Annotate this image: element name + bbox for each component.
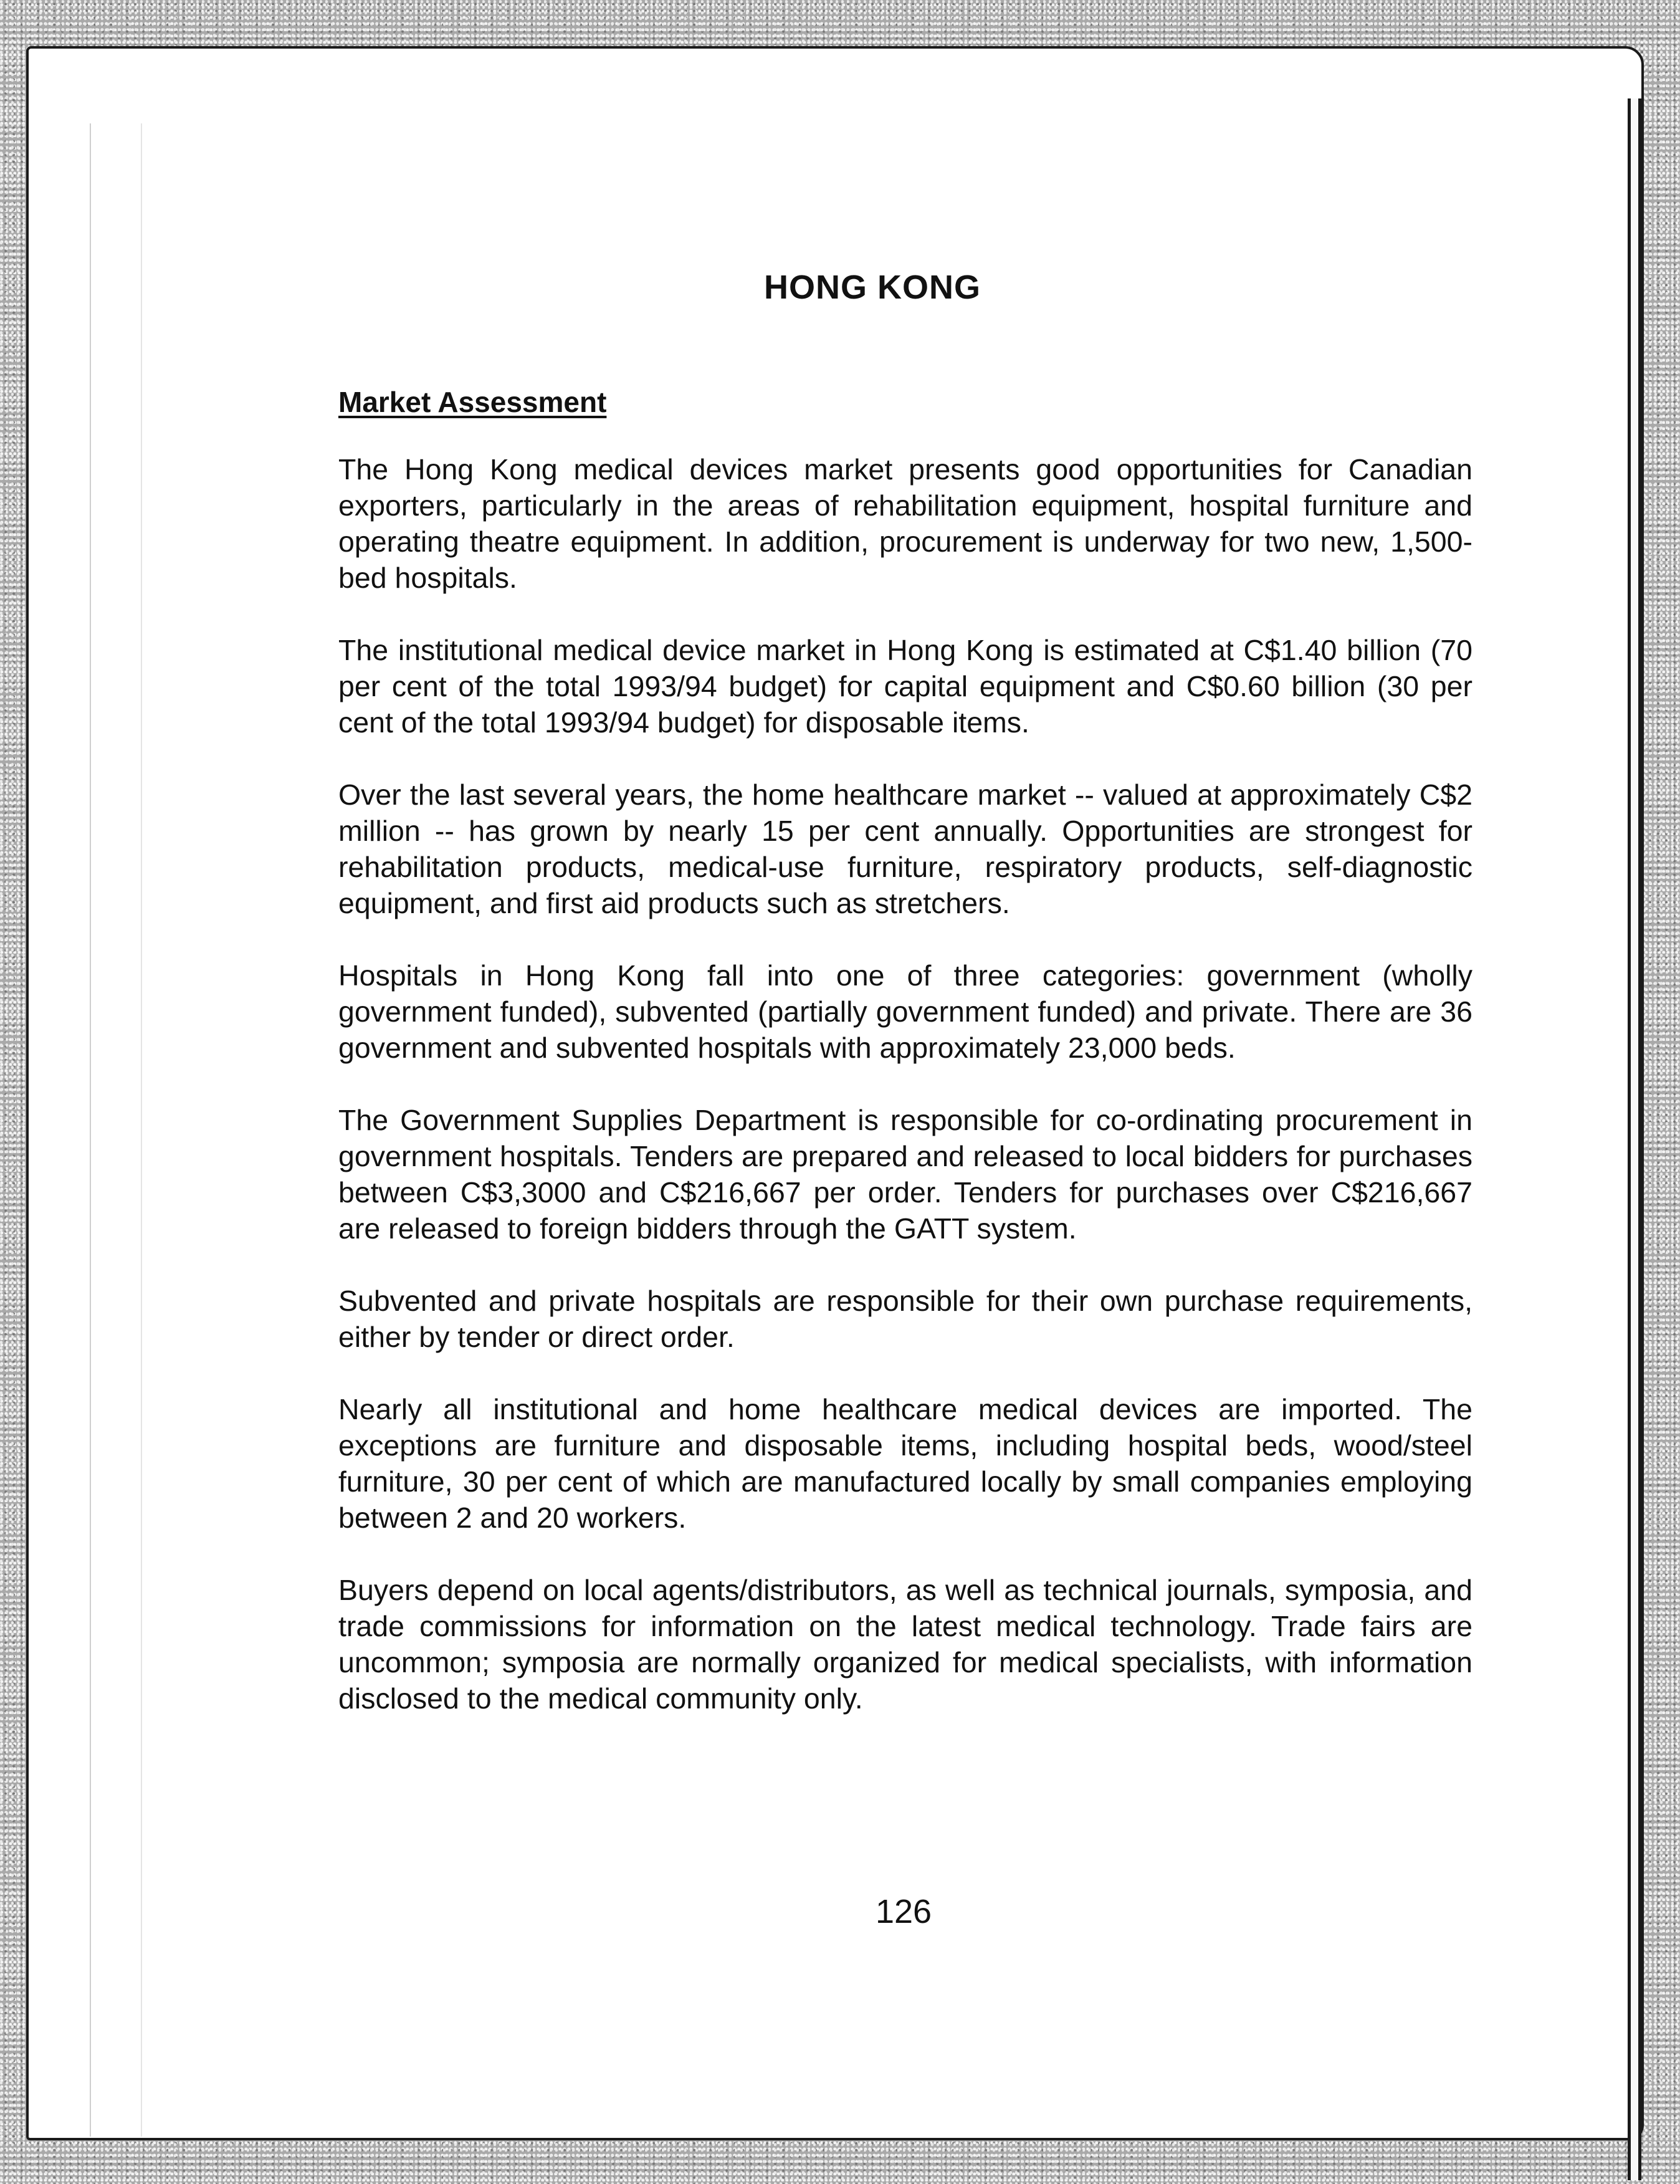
paragraph: Buyers depend on local agents/distributors, as well as technical journals, symposia, and trade commissions for information on the latest medical technology. Trade fairs are uncommon; symposia are normally organized for medical specialists, with information disclosed to the medical community only. (338, 1574, 1472, 1715)
paragraph: The Government Supplies Department is responsible for co-ordinating procurement in government hospitals. Tenders are prepared and released to local bidders for purchases between C$3,3000 and C$216,667 per order. Tenders for purchases over C$216,667 are released to foreign bidders through the GATT system. (338, 1104, 1472, 1245)
paragraph: The Hong Kong medical devices market presents good opportunities for Canadian exporters, particularly in the areas of rehabilitation equipment, hospital furniture and operating theatre equipment. In addition, procurement is underway for two new, 1,500-bed hospitals. (338, 453, 1472, 594)
body-text (338, 451, 1472, 1753)
paragraph: Subvented and private hospitals are responsible for their own purchase requirements, either by tender or direct order. (338, 1285, 1472, 1353)
binding-edge (90, 123, 142, 2137)
page-title: HONG KONG (763, 269, 981, 306)
paragraph: Over the last several years, the home healthcare market -- valued at approximately C$2 million -- has grown by nearly 15 per cent annually. Opportunities are strongest for rehabilitation products, medical-use furniture, respiratory products, self-diagnostic equipment, and first aid products such as stretchers. (338, 778, 1472, 919)
section-heading: Market Assessment (338, 386, 607, 418)
page-number: 126 (875, 1893, 932, 1930)
paragraph: Nearly all institutional and home healthcare medical devices are imported. The exceptions are furniture and disposable items, including hospital beds, wood/steel furniture, 30 per cent of which are manufactured locally by small companies employing between 2 and 20 workers. (338, 1393, 1472, 1534)
paragraph: Hospitals in Hong Kong fall into one of three categories: government (wholly government funded), subvented (partially government funded) and private. There are 36 government and subvented hospitals with approximately 23,000 beds. (338, 959, 1472, 1064)
page-stack-edge (1628, 98, 1641, 2180)
paragraph: The institutional medical device market in Hong Kong is estimated at C$1.40 billion (70 per cent of the total 1993/94 budget) for capital equipment and C$0.60 billion (30 per cent of the total 1993/94 budget) for disposable items. (338, 634, 1472, 739)
